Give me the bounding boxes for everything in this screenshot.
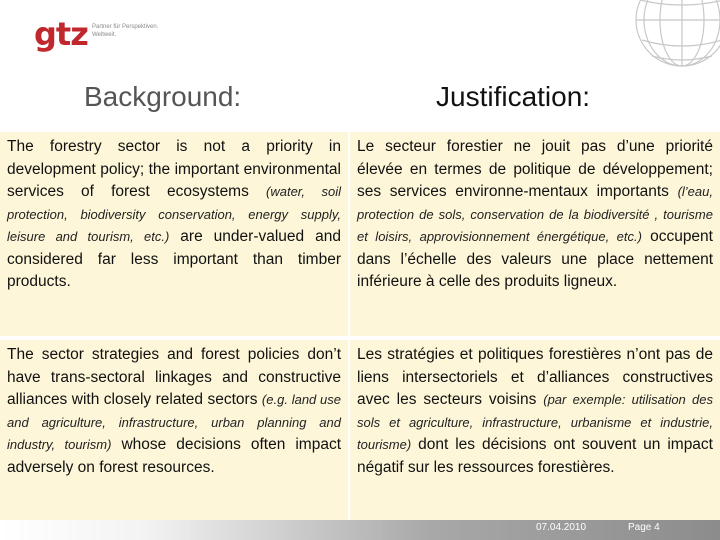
cell-examples: (e.g. land use and agriculture, infrastructure, urban planning and industry, tourism) bbox=[7, 392, 342, 452]
background-cell-1 bbox=[0, 132, 348, 336]
globe-icon bbox=[612, 0, 720, 70]
cell-text: Le secteur forestier ne jouit pas d’une priorité élevée en termes de politique de développement; ses services environne-mentaux importants bbox=[357, 138, 713, 200]
cell-text: whose decisions often impact adversely on forest resources. bbox=[7, 436, 342, 476]
cell-text: The forestry sector is not a priority in development policy; the important environmental services of forest ecosystems bbox=[7, 138, 341, 200]
page-number: Page 4 bbox=[628, 522, 660, 533]
logo-tagline: Partner für Perspektiven. Weltweit. bbox=[92, 24, 159, 38]
cell-text: dont les décisions ont souvent un impact négatif sur les ressources forestières. bbox=[357, 436, 713, 476]
cell-examples: (water, soil protection, biodiversity conservation, energy supply, leisure and tourism, etc.) bbox=[7, 184, 341, 244]
justification-cell-2 bbox=[350, 340, 720, 520]
background-heading: Background: bbox=[84, 81, 242, 112]
cell-text: are under-valued and considered far less important than timber products. bbox=[7, 228, 341, 290]
cell-text: The sector strategies and forest policies don’t have trans-sectoral linkages and constructive alliances with closely related sectors bbox=[7, 346, 341, 408]
cell-examples: (par exemple: utilisation des sols et agriculture, infrastructure, urbanisme et industrie, tourisme) bbox=[357, 392, 713, 452]
justification-heading: Justification: bbox=[436, 81, 591, 112]
logo-wordmark: gtz bbox=[34, 15, 88, 53]
background-cell-2 bbox=[0, 340, 348, 520]
cell-examples: (l’eau, protection de sols, conservation de la biodiversité , tourisme et loisirs, approvisionnement énergétique, etc.) bbox=[357, 184, 713, 244]
justification-cell-1 bbox=[350, 132, 720, 336]
gtz-logo bbox=[34, 14, 174, 54]
cell-text: occupent dans l’échelle des valeurs une place nettement inférieure à celle des produits ligneux. bbox=[357, 228, 713, 290]
cell-text: Les stratégies et politiques forestières n’ont pas de liens intersectoriels et d’alliances constructives avec les secteurs voisins bbox=[357, 346, 713, 408]
footer-date: 07.04.2010 bbox=[536, 522, 587, 533]
footer-bar bbox=[0, 520, 720, 540]
